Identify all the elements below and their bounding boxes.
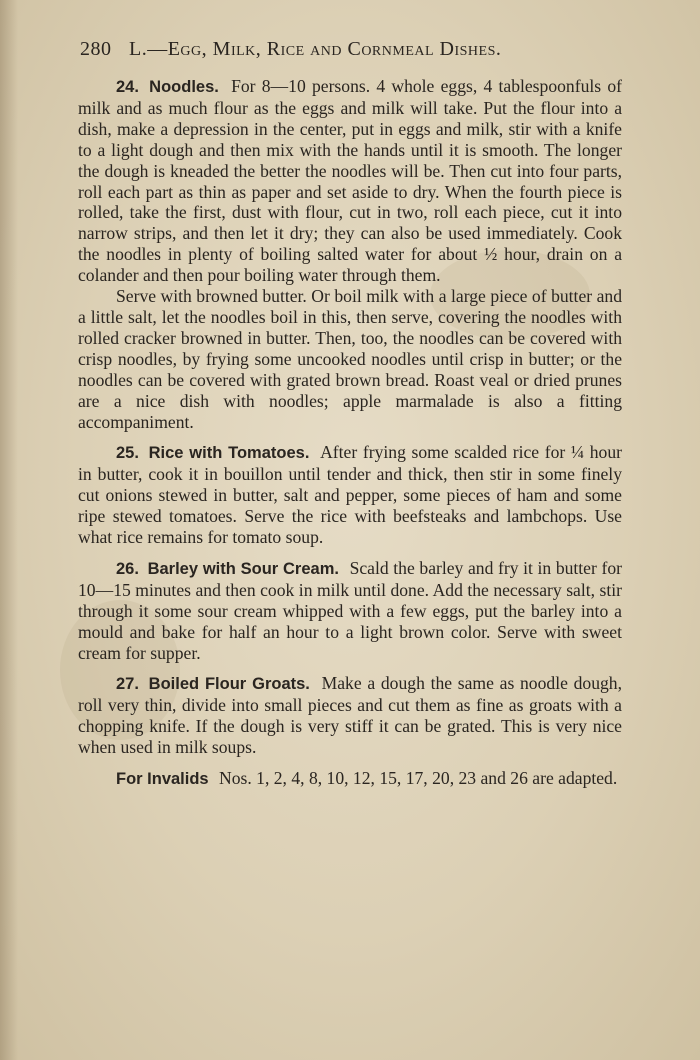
recipe-number: 27. xyxy=(116,675,139,694)
invalids-note xyxy=(78,768,622,790)
invalids-label: For Invalids xyxy=(116,770,209,789)
page-body xyxy=(78,76,622,790)
recipe-text: After frying some scalded rice for ¼ hour in butter, cook it in bouillon until tender and thick, then stir in some finely cut onions stewed in butter, salt and pepper, some pieces of ham and some ripe stewed tomatoes. Serve the rice with beefsteaks and lambchops. Use what rice remains for tomato soup. xyxy=(78,442,622,548)
recipe-text: Make a dough the same as noodle dough, roll very thin, divide into small pieces and cut them as fine as groats with a chopping knife. If the dough is very stiff it can be grated. This is very nice when used in milk soups. xyxy=(78,673,622,758)
recipe-text: Serve with browned butter. Or boil milk with a large piece of butter and a little salt, let the noodles boil in this, then serve, covering the noodles with rolled cracker browned in butter. Then, too, the noodles can be covered with crisp noodles, by frying some uncooked noodles until crisp in butter; or the noodles can be covered with grated brown bread. Roast veal or dried prunes are a nice dish with noodles; apple marmalade is also a fitting accompaniment. xyxy=(78,286,622,432)
recipe-text: Scald the barley and fry it in butter for 10—15 minutes and then cook in milk until done. Add the necessary salt, stir through it some sour cream whipped with a few eggs, put the barley into a mould and bake for half an hour to a light brown color. Serve with sweet cream for supper. xyxy=(78,557,622,663)
recipe-26 xyxy=(78,558,622,664)
recipe-number: 24. xyxy=(116,78,139,96)
recipe-title: Noodles. xyxy=(149,78,219,96)
recipe-number: 25. xyxy=(116,444,139,463)
recipe-title: Boiled Flour Groats. xyxy=(148,675,310,694)
recipe-text: For 8—10 persons. 4 whole eggs, 4 tablespoonfuls of milk and as much flour as the eggs and milk will take. Put the flour into a dish, make a depression in the center, put in eggs and milk, stir with a knife to a light dough and then mix with the hands until it is smooth. The longer the dough is kneaded the better the noodles will be. Then cut into four parts, roll each part as thin as paper and set aside to dry. When the fourth piece is rolled, take the first, dust with flour, cut in two, roll each piece, cut it into narrow strips, and then let it dry; they can also be used immediately. Cook the noodles in plenty of boiling salted water for about ½ hour, drain on a colander and then pour boiling water through them. xyxy=(78,76,622,286)
recipe-24-serving xyxy=(78,286,622,432)
recipe-27 xyxy=(78,673,622,758)
page-number: 280 xyxy=(80,38,112,60)
chapter-title: L.—Egg, Milk, Rice and Cornmeal Dishes. xyxy=(129,38,502,60)
recipe-number: 26. xyxy=(116,559,139,578)
running-head xyxy=(80,38,580,61)
recipe-title: Rice with Tomatoes. xyxy=(148,444,310,463)
recipe-title: Barley with Sour Cream. xyxy=(147,559,339,578)
recipe-24 xyxy=(78,76,622,286)
recipe-25 xyxy=(78,442,622,548)
invalids-text: Nos. 1, 2, 4, 8, 10, 12, 15, 17, 20, 23 and 26 are adapted. xyxy=(219,768,618,789)
